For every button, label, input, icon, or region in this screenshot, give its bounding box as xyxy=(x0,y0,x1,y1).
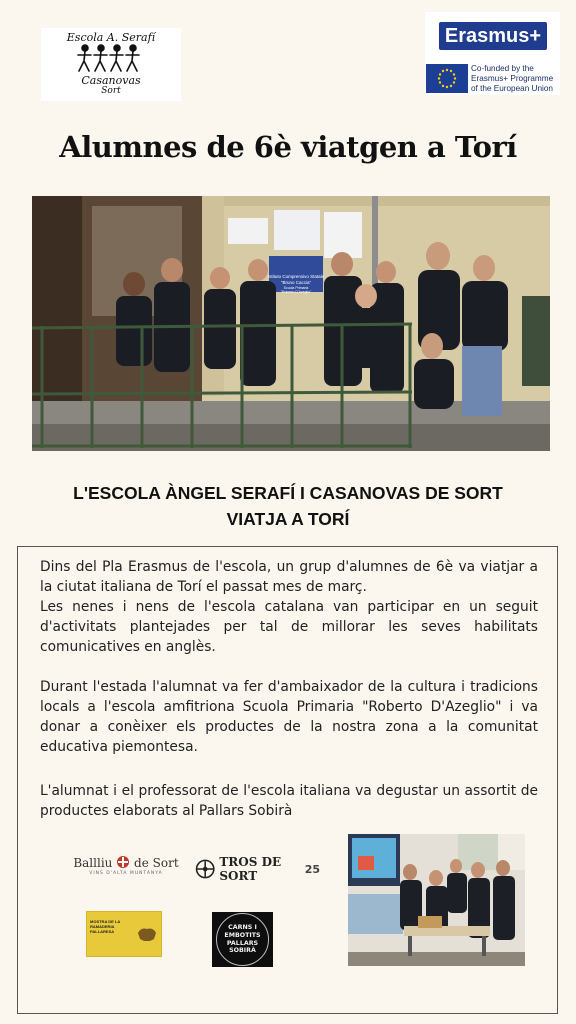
school-sign-name: "Bruno Caccia" xyxy=(280,280,312,285)
erasmus-cofund-text: Co-funded by the Erasmus+ Programme of the European Union xyxy=(471,64,554,93)
mostra-ramaderia-logo: MOSTRA DE LA RAMADERIA PALLARESA xyxy=(86,911,162,957)
page-title: Alumnes de 6è viatgen a Torí xyxy=(59,130,517,164)
cow-icon xyxy=(136,925,158,945)
erasmus-logo xyxy=(425,12,560,95)
main-photo xyxy=(32,196,550,451)
group-photo-illustration xyxy=(32,196,550,451)
carns-embotits-logo: CARNS I EMBOTITS PALLARS SOBIRÀ xyxy=(212,912,273,967)
tros-de-sort-logo: TROS DE SORT 25 xyxy=(195,853,320,885)
school-logo-town: Casanovas xyxy=(81,74,141,87)
classroom-photo-illustration xyxy=(348,834,525,966)
article-paragraph-2: Durant l'estada l'alumnat va fer d'ambaixador de la cultura i tradicions locals a l'escola amfitriona Scuola Primaria "Roberto D'Azeglio" i va donar a conèixer els productes de la nostra zona a la comunitat educativa piemontesa. xyxy=(40,679,538,755)
article-subtitle: L'ESCOLA ÀNGEL SERAFÍ I CASANOVAS DE SORT VIATJA A TORÍ xyxy=(73,483,503,529)
tros-emblem-icon xyxy=(195,856,215,882)
classroom-photo xyxy=(348,834,525,966)
school-sign-text: Istituto Comprensivo Statale xyxy=(267,274,325,279)
running-children-icon xyxy=(75,44,147,74)
article-paragraph-1: Dins del Pla Erasmus de l'escola, un grup d'alumnes de 6è va viatjar a la ciutat italiana de Torí el passat mes de març. Les nenes i nens de l'escola catalana van participar en un seguit d'activitats plantejades per tal de millorar les seves habilitats comunicatives en anglès. xyxy=(40,559,538,655)
school-sign-primary: "Roberto D'Azeglio" xyxy=(280,290,312,294)
erasmus-wordmark: Erasmus+ xyxy=(439,22,547,50)
school-logo xyxy=(41,28,181,101)
eu-flag-icon xyxy=(426,64,468,93)
ballliu-cross-icon xyxy=(116,855,130,869)
school-sign-subtitle: Scuola Primaria xyxy=(283,286,309,290)
ballliu-de-sort-logo: Ballliu de Sort VINS D'ALTA MUNTANYA xyxy=(73,856,179,876)
school-logo-name: Escola A. Serafí xyxy=(66,31,156,44)
article-paragraph-3: L'alumnat i el professorat de l'escola italiana va degustar un assortit de productes elaborats al Pallars Sobirà xyxy=(40,783,538,819)
school-logo-sort: Sort xyxy=(101,86,121,96)
